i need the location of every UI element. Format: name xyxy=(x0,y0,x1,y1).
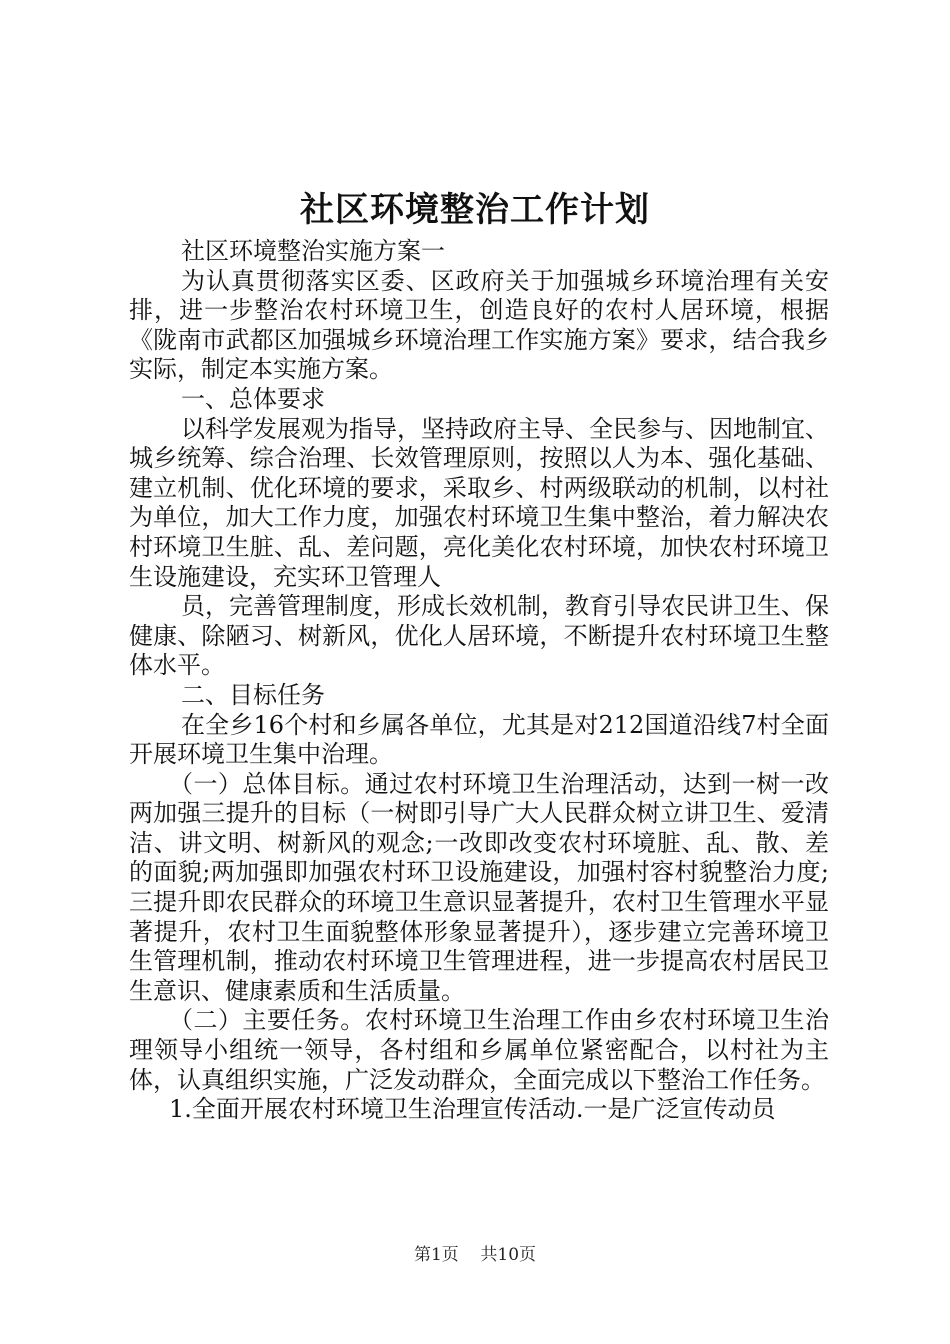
paragraph-general-requirements: 以科学发展观为指导，坚持政府主导、全民参与、因地制宜、城乡统筹、综合治理、长效管理原则，按照以人为本、强化基础、建立机制、优化环境的要求，采取乡、村两级联动的机制，以村社为单位，加大工作力度，加强农村环境卫生集中整治，着力解决农村环境卫生脏、乱、差问题，亮化美化农村环境，加快农村环境卫生设施建设，充实环卫管理人 xyxy=(129,414,829,591)
paragraph-task-1: 1.全面开展农村环境卫生治理宣传活动.一是广泛宣传动员 xyxy=(169,1095,776,1124)
page-total: 共10页 xyxy=(480,1245,537,1265)
heading-goals-tasks: 二、目标任务 xyxy=(181,680,325,709)
paragraph-main-tasks: （二）主要任务。农村环境卫生治理工作由乡农村环境卫生治理领导小组统一领导，各村组和乡属单位紧密配合，以村社为主体，认真组织实施，广泛发动群众，全面完成以下整治工作任务。 xyxy=(129,1006,829,1094)
paragraph-overall-goal: （一）总体目标。通过农村环境卫生治理活动，达到一树一改两加强三提升的目标（一树即引导广大人民群众树立讲卫生、爱清洁、讲文明、树新风的观念;一改即改变农村环境脏、乱、散、差的面貌;两加强即加强农村环卫设施建设，加强村容村貌整治力度;三提升即农民群众的环境卫生意识显著提升，农村卫生管理水平显著提升，农村卫生面貌整体形象显著提升），逐步建立完善环境卫生管理机制，推动农村环境卫生管理进程，进一步提高农村居民卫生意识、健康素质和生活质量。 xyxy=(129,769,829,1005)
paragraph-general-requirements-cont: 员，完善管理制度，形成长效机制，教育引导农民讲卫生、保健康、除陋习、树新风，优化人居环境，不断提升农村环境卫生整体水平。 xyxy=(129,592,829,680)
page-number: 第1页 xyxy=(413,1245,459,1265)
heading-general-requirements: 一、总体要求 xyxy=(181,384,325,413)
page-footer xyxy=(0,1244,950,1266)
paragraph-intro: 为认真贯彻落实区委、区政府关于加强城乡环境治理有关安排，进一步整治农村环境卫生，创造良好的农村人居环境，根据《陇南市武都区加强城乡环境治理工作实施方案》要求，结合我乡实际，制定本实施方案。 xyxy=(129,266,829,384)
document-body xyxy=(129,237,829,1125)
paragraph-scope: 在全乡16个村和乡属各单位，尤其是对212国道沿线7村全面开展环境卫生集中治理。 xyxy=(129,710,829,769)
paragraph-subtitle: 社区环境整治实施方案一 xyxy=(181,237,445,265)
document-title: 社区环境整治工作计划 xyxy=(300,190,650,230)
page-spacer xyxy=(464,1245,475,1265)
